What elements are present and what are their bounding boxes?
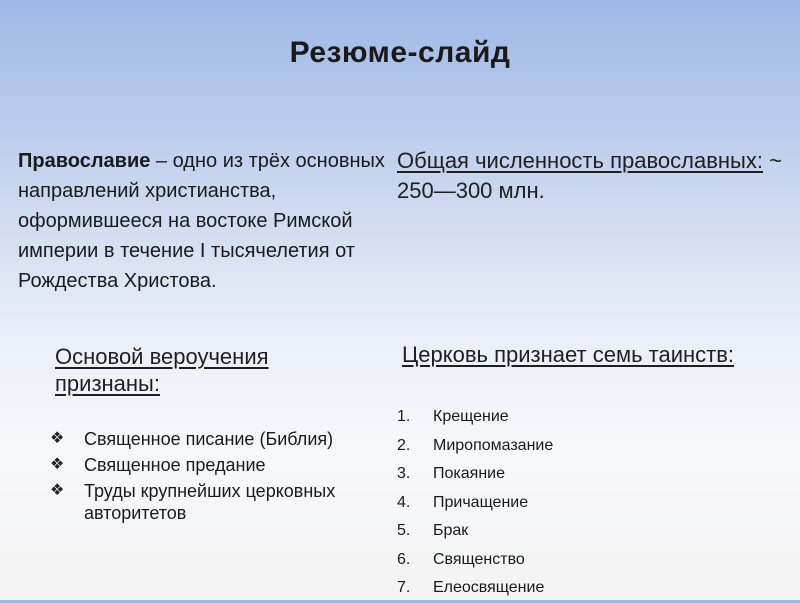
sacraments-heading: Церковь признает семь таинств:	[402, 342, 735, 367]
sacraments-list	[397, 403, 717, 603]
population-value: ~ 250—300 млн.	[397, 148, 782, 203]
sacrament-name: Елеосвящение	[433, 579, 545, 596]
sacrament-name: Священство	[433, 550, 525, 568]
item-number: 3.	[397, 465, 411, 482]
list-item	[397, 460, 717, 489]
basis-item-text: Священное предание	[84, 455, 266, 475]
sacrament-name: Причащение	[433, 493, 529, 511]
sacrament-name: Крещение	[433, 408, 509, 425]
list-item	[50, 480, 390, 524]
item-number: 6.	[397, 550, 411, 568]
list-item	[397, 432, 717, 461]
population-statement	[397, 146, 797, 206]
basis-item-text: Священное писание (Библия)	[84, 429, 334, 449]
list-item	[397, 489, 717, 518]
list-item	[50, 454, 390, 476]
basis-item-text: Труды крупнейших церковных авторитетов	[84, 481, 336, 523]
item-number: 2.	[397, 436, 411, 454]
basis-list	[50, 428, 390, 528]
sacrament-name: Миропомазание	[433, 436, 554, 454]
list-item	[397, 574, 717, 603]
item-number: 7.	[397, 579, 411, 596]
diamond-bullet-icon: ❖	[50, 456, 65, 473]
item-number: 5.	[397, 522, 411, 539]
list-item	[50, 428, 390, 450]
sacrament-name: Покаяние	[433, 465, 505, 482]
item-number: 4.	[397, 493, 411, 511]
list-item	[397, 517, 717, 546]
list-item	[397, 403, 717, 432]
diamond-bullet-icon: ❖	[50, 430, 65, 447]
sacrament-name: Брак	[433, 522, 469, 539]
orthodoxy-definition	[18, 146, 386, 296]
slide-title: Резюме-слайд	[289, 36, 511, 69]
population-label: Общая численность православных:	[397, 148, 763, 173]
diamond-bullet-icon: ❖	[50, 482, 65, 499]
item-number: 1.	[397, 408, 411, 425]
list-item	[397, 546, 717, 575]
definition-text: – одно из трёх основных направлений христианства, оформившееся на востоке Римской империи в течение I тысячелетия от Рождества Христова.	[18, 150, 385, 292]
definition-term: Православие	[18, 150, 151, 172]
basis-heading: Основой вероучения признаны:	[55, 344, 269, 396]
